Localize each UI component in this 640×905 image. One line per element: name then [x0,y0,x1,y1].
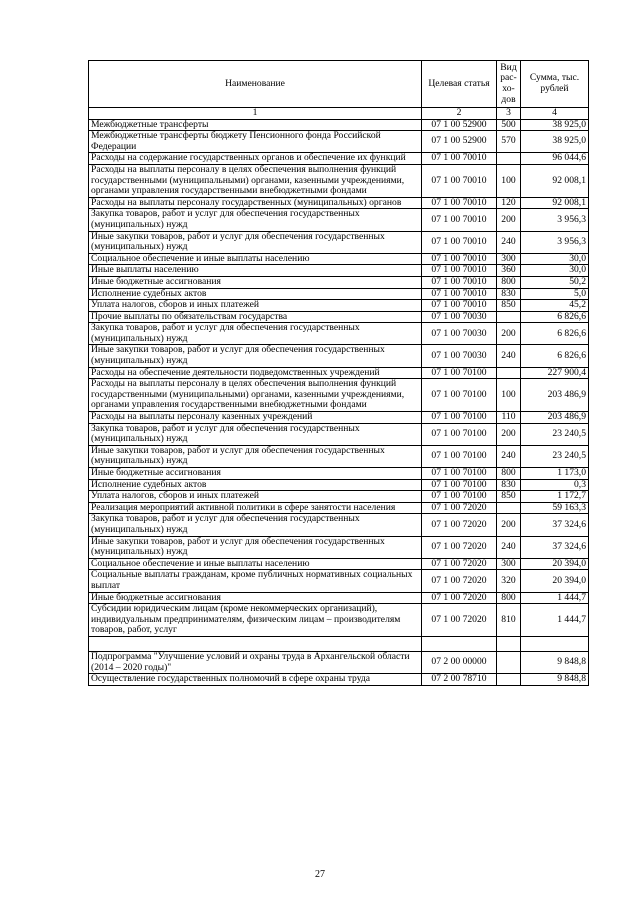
table-row [89,423,589,445]
table-row [89,479,589,491]
row-name: Иные закупки товаров, работ и услуг для обеспечения государственных (муниципальных) нужд [89,345,422,367]
header-code: Целевая статья [422,61,497,108]
row-name: Межбюджетные трансферты бюджету Пенсионного фонда Российской Федерации [89,131,422,153]
table-row [89,445,589,467]
row-sum: 59 163,3 [521,502,589,514]
row-name: Межбюджетные трансферты [89,119,422,131]
row-sum: 1 172,7 [521,491,589,503]
row-vid: 200 [497,323,521,345]
row-sum: 9 848,8 [521,651,589,673]
table-header-row [89,61,589,108]
column-number-row [89,108,589,120]
row-code: 07 1 00 70010 [422,231,497,253]
row-code: 07 1 00 70100 [422,445,497,467]
row-vid: 300 [497,558,521,570]
header-name: Наименование [89,61,422,108]
row-vid: 800 [497,592,521,604]
table-row [89,536,589,558]
row-sum: 20 394,0 [521,558,589,570]
row-sum: 38 925,0 [521,119,589,131]
row-sum: 1 444,7 [521,592,589,604]
row-code: 07 1 00 72020 [422,558,497,570]
row-name: Закупка товаров, работ и услуг для обеспечения государственных (муниципальных) нужд [89,423,422,445]
row-name: Иные закупки товаров, работ и услуг для обеспечения государственных (муниципальных) нужд [89,445,422,467]
row-vid [497,367,521,379]
row-name: Уплата налогов, сборов и иных платежей [89,300,422,312]
row-code: 07 1 00 70100 [422,491,497,503]
row-code: 07 2 00 00000 [422,651,497,673]
row-sum: 6 826,6 [521,311,589,323]
row-name: Иные выплаты населению [89,265,422,277]
table-row [89,502,589,514]
row-code: 07 1 00 70100 [422,379,497,412]
row-sum: 203 486,9 [521,412,589,424]
row-code: 07 1 00 52900 [422,119,497,131]
row-sum: 1 444,7 [521,604,589,637]
row-name: Прочие выплаты по обязательствам государства [89,311,422,323]
header-vid: Вид рас-хо-дов [497,61,521,108]
row-name: Иные закупки товаров, работ и услуг для обеспечения государственных (муниципальных) нужд [89,536,422,558]
row-vid: 800 [497,276,521,288]
row-code: 07 1 00 72020 [422,514,497,536]
table-row [89,209,589,231]
table-row [89,345,589,367]
row-vid: 100 [497,164,521,197]
row-vid [497,311,521,323]
row-vid [497,674,521,686]
row-name: Подпрограмма "Улучшение условий и охраны труда в Архангельской области (2014 – 2020 годы)" [89,651,422,673]
row-vid: 320 [497,570,521,592]
subprogram-row [89,651,589,673]
row-name: Иные бюджетные ассигнования [89,276,422,288]
table-row [89,276,589,288]
row-code: 07 1 00 70100 [422,479,497,491]
spacer-row [89,636,589,651]
row-vid: 240 [497,231,521,253]
row-code: 07 1 00 70010 [422,276,497,288]
row-vid: 120 [497,197,521,209]
row-code: 07 1 00 70010 [422,300,497,312]
row-code: 07 1 00 70010 [422,288,497,300]
table-row [89,300,589,312]
column-number: 3 [497,108,521,120]
row-sum: 96 044,6 [521,153,589,165]
row-code: 07 1 00 52900 [422,131,497,153]
row-code: 07 1 00 72020 [422,570,497,592]
row-name: Реализация мероприятий активной политики в сфере занятости населения [89,502,422,514]
row-sum: 3 956,3 [521,209,589,231]
row-name: Субсидии юридическим лицам (кроме некоммерческих организаций), индивидуальным предпринимателям, физическим лицам – производителям товаров, работ, услуг [89,604,422,637]
table-row [89,153,589,165]
row-sum: 5,0 [521,288,589,300]
column-number: 2 [422,108,497,120]
row-name: Исполнение судебных актов [89,479,422,491]
row-vid: 360 [497,265,521,277]
row-sum: 92 008,1 [521,164,589,197]
row-name: Социальное обеспечение и иные выплаты населению [89,253,422,265]
table-row [89,412,589,424]
row-name: Уплата налогов, сборов и иных платежей [89,491,422,503]
row-name: Закупка товаров, работ и услуг для обеспечения государственных (муниципальных) нужд [89,323,422,345]
table-row [89,674,589,686]
row-sum: 1 173,0 [521,468,589,480]
row-sum: 6 826,6 [521,323,589,345]
row-code: 07 1 00 70030 [422,311,497,323]
table-row [89,131,589,153]
row-vid: 200 [497,209,521,231]
row-code: 07 1 00 70100 [422,468,497,480]
row-name: Расходы на выплаты персоналу государственных (муниципальных) органов [89,197,422,209]
row-name: Осуществление государственных полномочий в сфере охраны труда [89,674,422,686]
row-sum: 23 240,5 [521,423,589,445]
row-vid: 570 [497,131,521,153]
row-code: 07 1 00 70010 [422,153,497,165]
row-name: Закупка товаров, работ и услуг для обеспечения государственных (муниципальных) нужд [89,209,422,231]
row-code: 07 1 00 70010 [422,164,497,197]
row-code: 07 1 00 70100 [422,412,497,424]
row-sum: 45,2 [521,300,589,312]
table-row [89,231,589,253]
row-vid: 850 [497,491,521,503]
row-sum: 3 956,3 [521,231,589,253]
table-row [89,468,589,480]
row-code: 07 2 00 78710 [422,674,497,686]
table-row [89,311,589,323]
table-row [89,604,589,637]
row-name: Расходы на выплаты персоналу в целях обеспечения выполнения функций государственными (муниципальными) органами, казенными учреждениями, органами управления государственными внебюджетными фондами [89,379,422,412]
row-code: 07 1 00 72020 [422,502,497,514]
row-name: Расходы на выплаты персоналу в целях обеспечения выполнения функций государственными (муниципальными) органами, казенными учреждениями, органами управления государственными внебюджетными фондами [89,164,422,197]
row-name: Расходы на содержание государственных органов и обеспечение их функций [89,153,422,165]
row-name: Иные закупки товаров, работ и услуг для обеспечения государственных (муниципальных) нужд [89,231,422,253]
row-vid: 800 [497,468,521,480]
table-row [89,570,589,592]
row-sum: 92 008,1 [521,197,589,209]
row-vid: 300 [497,253,521,265]
row-name: Социальные выплаты гражданам, кроме публичных нормативных социальных выплат [89,570,422,592]
row-sum: 37 324,6 [521,514,589,536]
row-vid [497,502,521,514]
row-vid: 200 [497,423,521,445]
row-code: 07 1 00 70010 [422,253,497,265]
table-row [89,379,589,412]
row-vid: 240 [497,445,521,467]
row-sum: 38 925,0 [521,131,589,153]
row-vid: 500 [497,119,521,131]
column-number: 4 [521,108,589,120]
row-code: 07 1 00 70100 [422,423,497,445]
table-row [89,558,589,570]
row-code: 07 1 00 72020 [422,604,497,637]
table-row [89,491,589,503]
row-sum: 203 486,9 [521,379,589,412]
row-sum: 23 240,5 [521,445,589,467]
row-vid: 240 [497,345,521,367]
row-code: 07 1 00 72020 [422,536,497,558]
row-vid: 110 [497,412,521,424]
row-code: 07 1 00 70030 [422,323,497,345]
row-sum: 227 900,4 [521,367,589,379]
row-code: 07 1 00 70010 [422,197,497,209]
row-sum: 9 848,8 [521,674,589,686]
row-code: 07 1 00 70100 [422,367,497,379]
row-vid: 830 [497,288,521,300]
table-row [89,288,589,300]
row-sum: 37 324,6 [521,536,589,558]
table-row [89,265,589,277]
row-code: 07 1 00 70030 [422,345,497,367]
row-vid [497,153,521,165]
table-row [89,119,589,131]
table-row [89,164,589,197]
row-vid: 200 [497,514,521,536]
budget-table [88,60,589,686]
row-code: 07 1 00 72020 [422,592,497,604]
row-sum: 0,3 [521,479,589,491]
row-code: 07 1 00 70010 [422,265,497,277]
row-vid: 830 [497,479,521,491]
row-vid: 810 [497,604,521,637]
row-name: Расходы на обеспечение деятельности подведомственных учреждений [89,367,422,379]
row-name: Исполнение судебных актов [89,288,422,300]
row-sum: 30,0 [521,265,589,277]
row-name: Иные бюджетные ассигнования [89,468,422,480]
header-sum: Сумма, тыс. рублей [521,61,589,108]
row-sum: 20 394,0 [521,570,589,592]
table-row [89,197,589,209]
table-row [89,514,589,536]
row-sum: 6 826,6 [521,345,589,367]
table-row [89,323,589,345]
row-sum: 50,2 [521,276,589,288]
table-row [89,253,589,265]
page-number: 27 [315,869,325,880]
row-name: Социальное обеспечение и иные выплаты населению [89,558,422,570]
row-vid: 850 [497,300,521,312]
row-vid [497,651,521,673]
row-vid: 100 [497,379,521,412]
row-name: Иные бюджетные ассигнования [89,592,422,604]
row-vid: 240 [497,536,521,558]
table-row [89,367,589,379]
row-name: Закупка товаров, работ и услуг для обеспечения государственных (муниципальных) нужд [89,514,422,536]
row-code: 07 1 00 70010 [422,209,497,231]
table-row [89,592,589,604]
row-sum: 30,0 [521,253,589,265]
row-name: Расходы на выплаты персоналу казенных учреждений [89,412,422,424]
column-number: 1 [89,108,422,120]
